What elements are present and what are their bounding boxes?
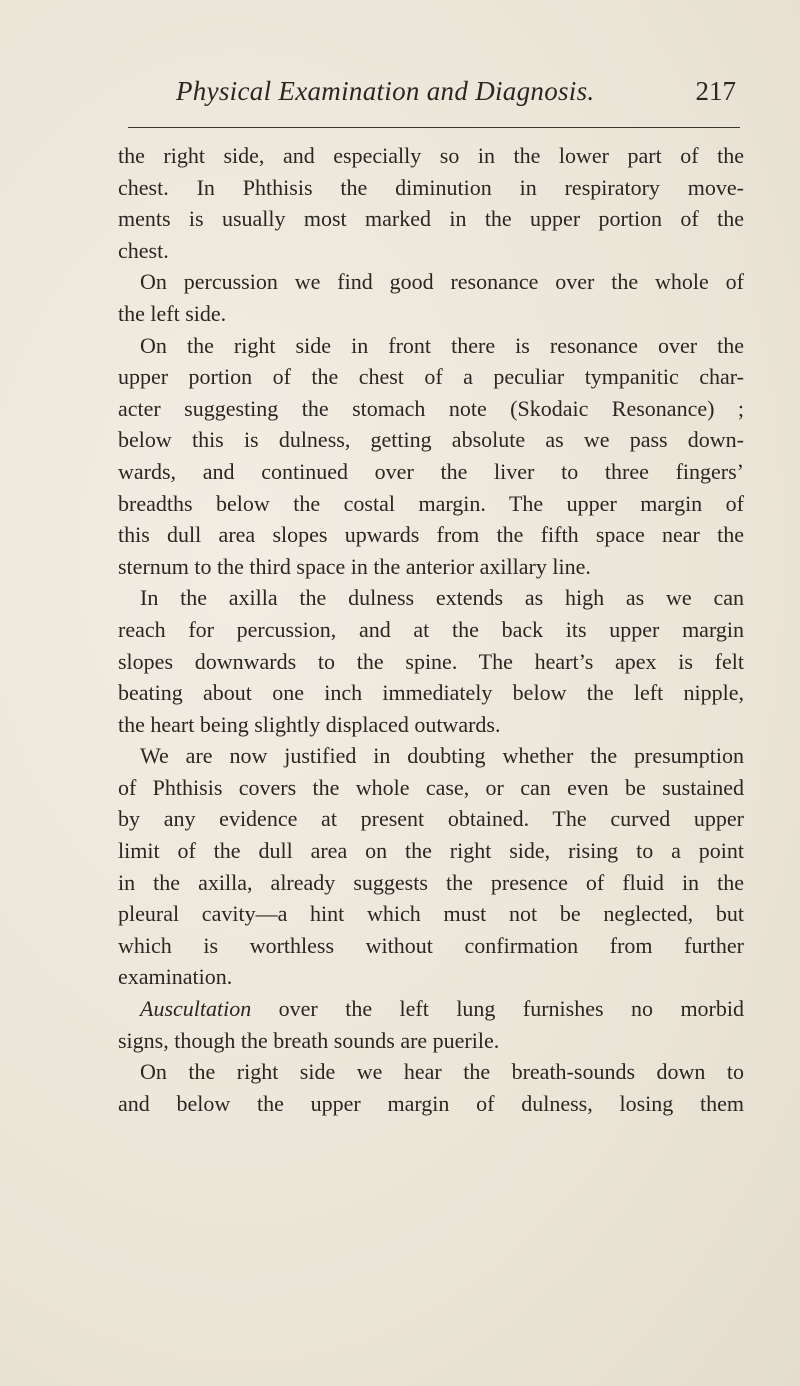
text-line: reach for percussion, and at the back its upper margin: [118, 616, 744, 642]
text-line-with-italic-lead: [118, 993, 744, 1025]
text-line: On the right side we hear the breath-sounds down to: [140, 1059, 744, 1085]
text-line: We are now justified in doubting whether the presumption: [140, 743, 744, 769]
text-line: of Phthisis covers the whole case, or can even be sustained: [118, 774, 744, 800]
text-line: wards, and continued over the liver to three fingers’: [118, 458, 744, 484]
text-line: upper portion of the chest of a peculiar tympanitic char-: [118, 364, 744, 390]
text-line: pleural cavity—a hint which must not be neglected, but: [118, 901, 744, 927]
italic-lead: Auscultation: [140, 996, 252, 1022]
text-line: this dull area slopes upwards from the fifth space near the: [118, 522, 744, 548]
text-line: sternum to the third space in the anterior axillary line.: [118, 553, 591, 579]
text-line: limit of the dull area on the right side, rising to a point: [118, 838, 744, 864]
text-line: examination.: [118, 964, 233, 990]
text-line: by any evidence at present obtained. The curved upper: [118, 806, 744, 832]
text-line: breadths below the costal margin. The upper margin of: [118, 490, 744, 516]
text-line-rest: over the left lung furnishes no morbid: [278, 996, 744, 1022]
text-line: On percussion we find good resonance over the whole of: [140, 269, 744, 295]
text-line: and below the upper margin of dulness, losing them: [118, 1090, 744, 1116]
text-line: ments is usually most marked in the upper portion of the: [118, 206, 744, 232]
text-line: chest. In Phthisis the diminution in respiratory move-: [118, 174, 744, 200]
text-line: acter suggesting the stomach note (Skodaic Resonance) ;: [118, 395, 744, 421]
text-line: which is worthless without confirmation from further: [118, 932, 744, 958]
text-line: On the right side in front there is resonance over the: [140, 332, 744, 358]
text-line: the heart being slightly displaced outwards.: [118, 711, 501, 737]
text-line: chest.: [118, 237, 169, 263]
text-line: below this is dulness, getting absolute as we pass down-: [118, 427, 744, 453]
text-line: signs, though the breath sounds are puerile.: [118, 1027, 500, 1053]
page-number: 217: [695, 76, 736, 106]
text-line: the right side, and especially so in the lower part of the: [118, 143, 744, 168]
header-rule: [128, 127, 740, 128]
text-line: slopes downwards to the spine. The heart’s apex is felt: [118, 648, 744, 674]
page-header: [128, 76, 740, 116]
body-text: [118, 140, 744, 1119]
text-line: beating about one inch immediately below the left nipple,: [118, 680, 744, 706]
text-line: in the axilla, already suggests the presence of fluid in the: [118, 869, 744, 895]
text-line: In the axilla the dulness extends as high as we can: [140, 585, 744, 611]
text-line: the left side.: [118, 300, 227, 326]
running-title: Physical Examination and Diagnosis.: [176, 76, 595, 106]
